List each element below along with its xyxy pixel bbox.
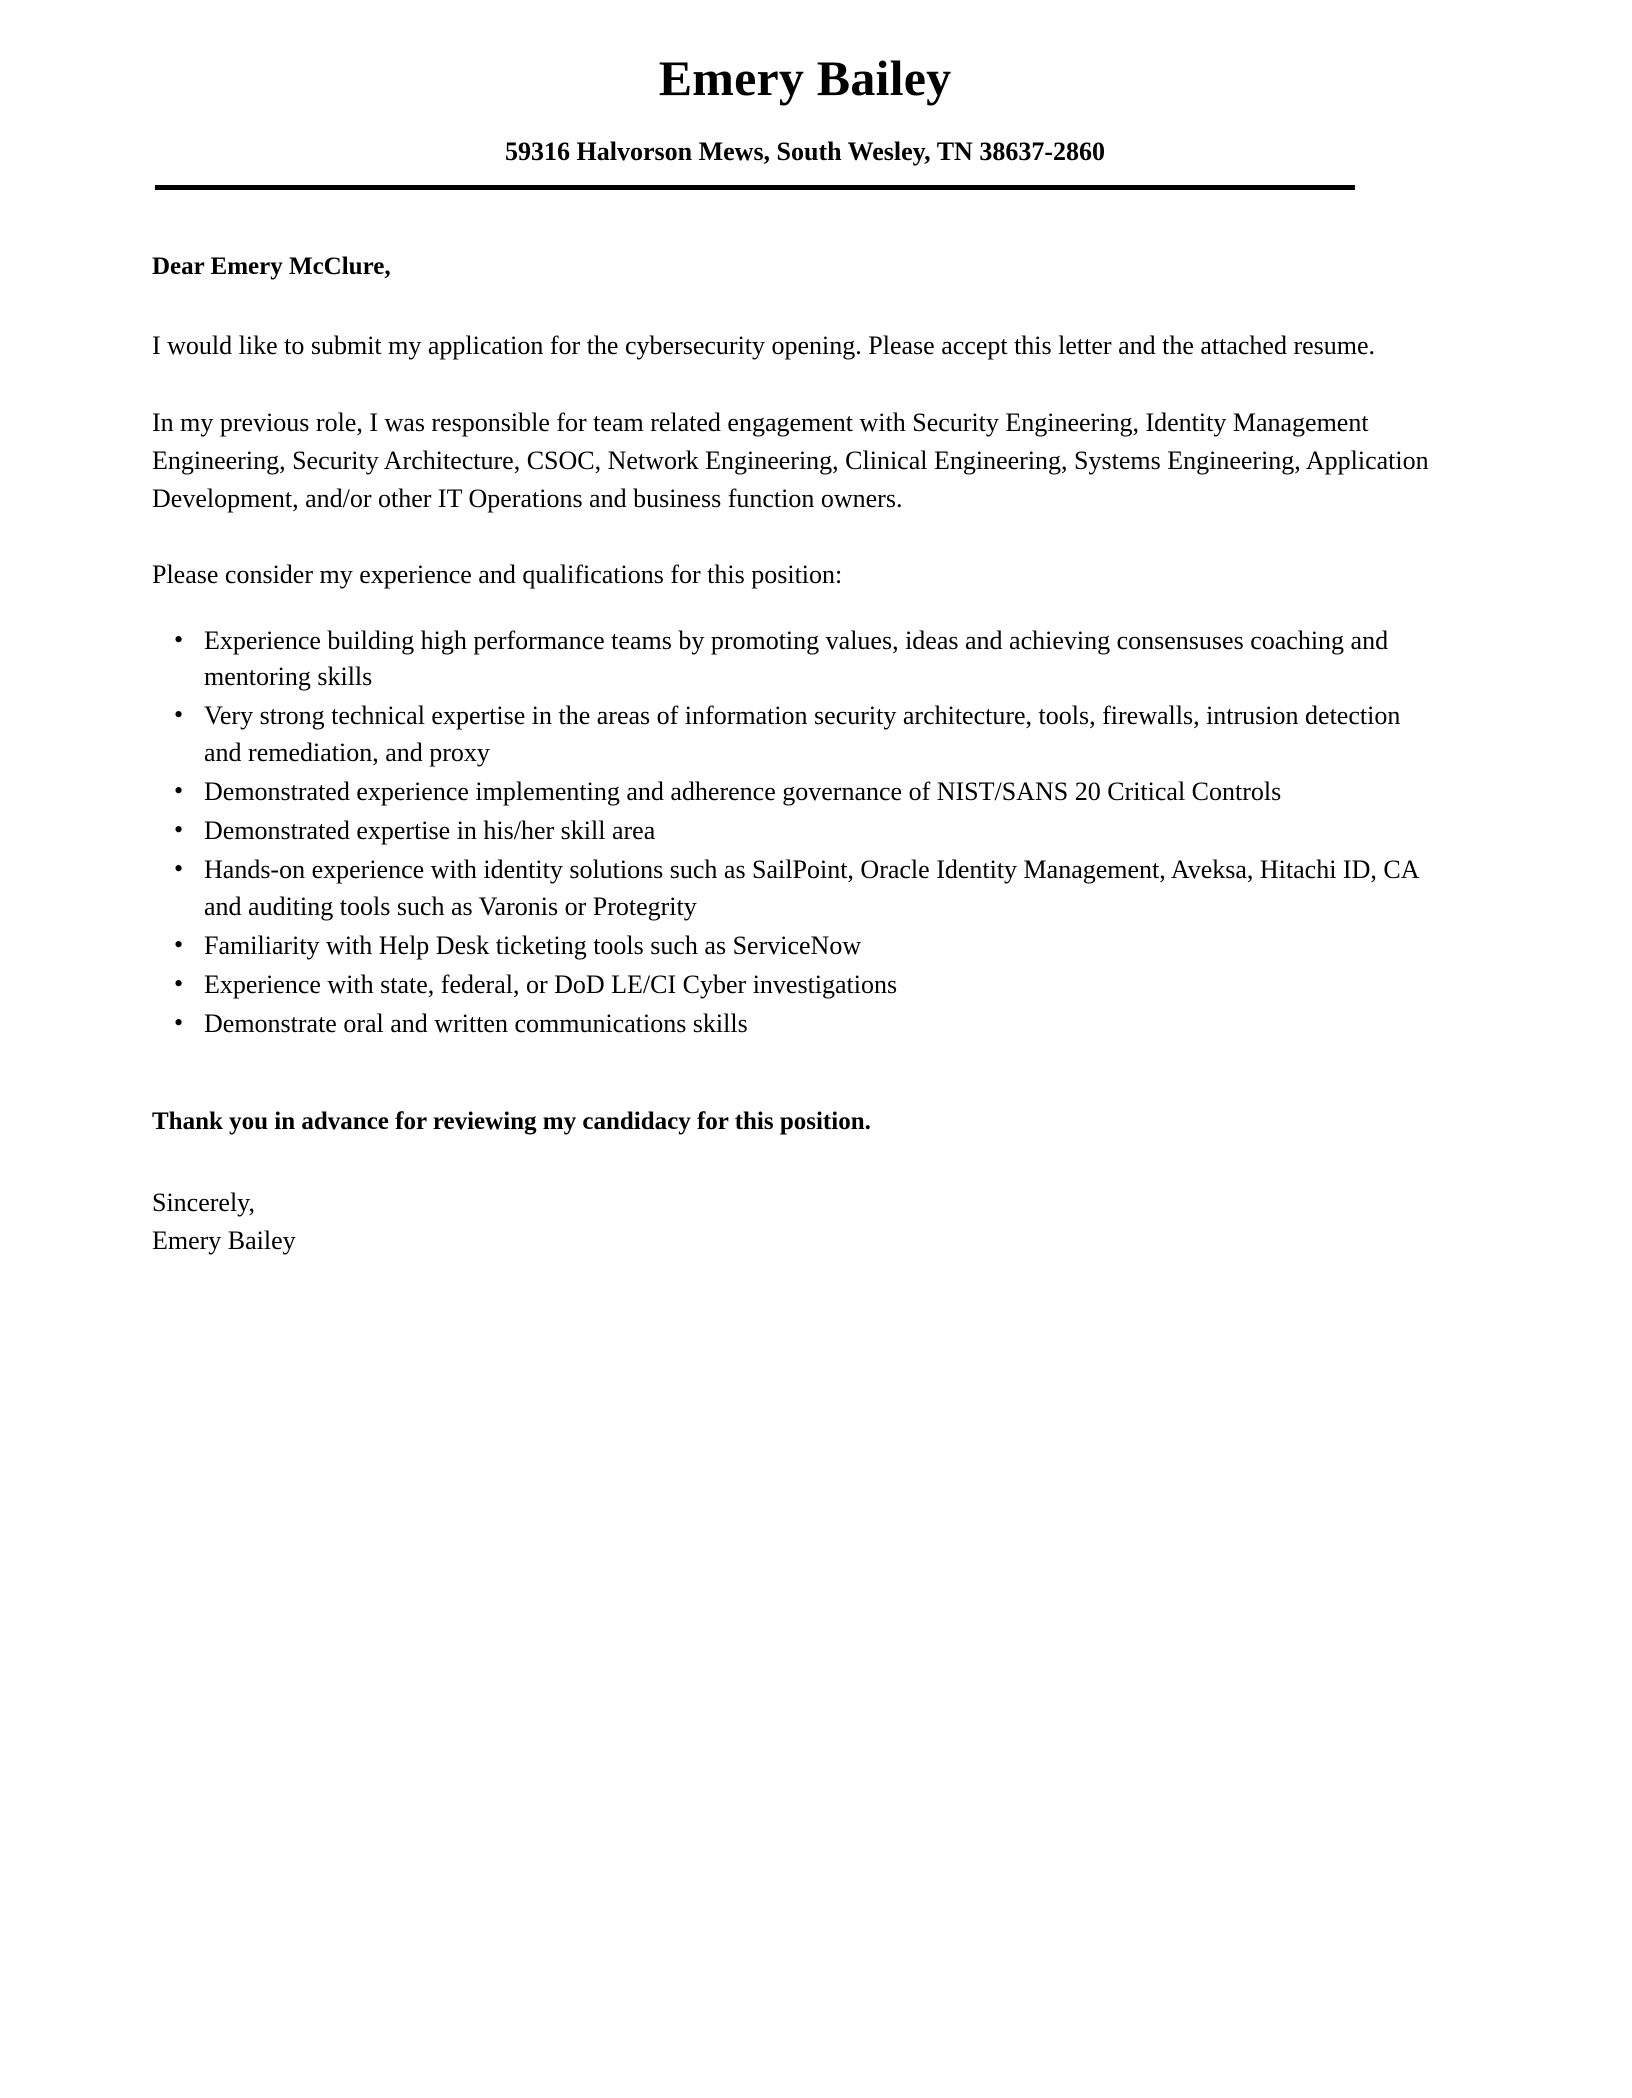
letterhead bbox=[150, 50, 1460, 190]
sign-off-name: Emery Bailey bbox=[152, 1225, 296, 1255]
sign-off: Sincerely, bbox=[152, 1188, 255, 1218]
bullet-icon: • bbox=[174, 929, 184, 959]
cover-letter-body bbox=[150, 50, 1460, 1260]
list-item bbox=[152, 813, 1437, 850]
paragraph-intro: I would like to submit my application for the cybersecurity opening. Please accept this letter and the attached resume. bbox=[152, 331, 1376, 361]
list-item-text: Hands-on experience with identity solutions such as SailPoint, Oracle Identity Management, Aveksa, Hitachi ID, CA and auditing tools such as Varonis or Protegrity bbox=[204, 854, 1419, 921]
list-item-text: Experience building high performance teams by promoting values, ideas and achieving consensuses coaching and mentoring skills bbox=[204, 625, 1389, 692]
letter-closing bbox=[152, 1105, 1460, 1260]
thank-you-line: Thank you in advance for reviewing my candidacy for this position. bbox=[152, 1107, 871, 1135]
list-item bbox=[152, 967, 1437, 1004]
letter-content bbox=[150, 250, 1460, 1260]
list-item bbox=[152, 774, 1437, 811]
header-divider bbox=[155, 185, 1355, 190]
bullet-icon: • bbox=[174, 853, 184, 883]
salutation: Dear Emery McClure, bbox=[152, 252, 391, 280]
list-item bbox=[152, 928, 1437, 965]
candidate-name: Emery Bailey bbox=[658, 50, 952, 106]
bullet-icon: • bbox=[174, 815, 184, 845]
list-item bbox=[152, 1006, 1437, 1043]
candidate-address: 59316 Halvorson Mews, South Wesley, TN 38637-2860 bbox=[505, 136, 1105, 166]
bullet-icon: • bbox=[174, 776, 184, 806]
bullet-icon: • bbox=[174, 624, 184, 654]
list-item bbox=[152, 698, 1437, 772]
list-item-text: Demonstrated experience implementing and adherence governance of NIST/SANS 20 Critical Controls bbox=[204, 777, 1282, 807]
list-item-text: Experience with state, federal, or DoD LE/CI Cyber investigations bbox=[204, 969, 898, 999]
list-item-text: Demonstrate oral and written communications skills bbox=[204, 1008, 748, 1038]
paragraph-experience: In my previous role, I was responsible for team related engagement with Security Engineering, Identity Management Engineering, Security Architecture, CSOC, Network Engineering, Clinical Engineering, Systems Engineering, Application Development, and/or other IT Operations and business function owners. bbox=[152, 407, 1429, 514]
list-item-text: Demonstrated expertise in his/her skill area bbox=[204, 816, 656, 846]
bullet-icon: • bbox=[174, 1007, 184, 1037]
list-item bbox=[152, 623, 1437, 697]
list-item-text: Familiarity with Help Desk ticketing tools such as ServiceNow bbox=[204, 930, 862, 960]
bullet-icon: • bbox=[174, 700, 184, 730]
bullet-icon: • bbox=[174, 968, 184, 998]
list-item bbox=[152, 852, 1437, 926]
list-item-text: Very strong technical expertise in the areas of information security architecture, tools, firewalls, intrusion detection and remediation, and proxy bbox=[204, 701, 1401, 768]
qualifications-lead-in: Please consider my experience and qualifications for this position: bbox=[152, 560, 843, 590]
qualifications-list bbox=[152, 623, 1437, 1043]
